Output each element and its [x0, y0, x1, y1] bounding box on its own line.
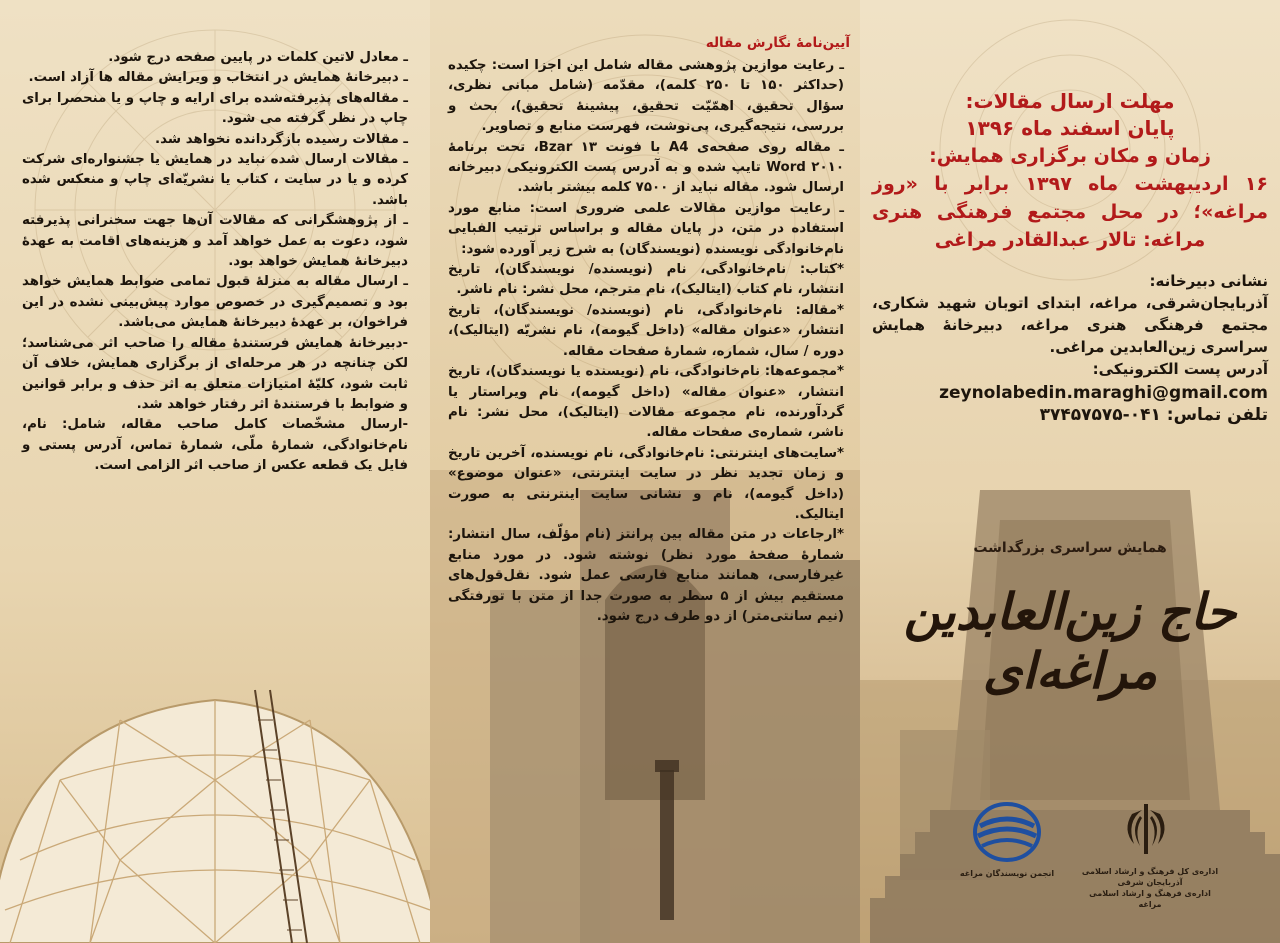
- left-paragraph: ـ از پژوهشگرانی که مقالات آن‌ها جهت سخنرانی پذیرفته شود، دعوت به عمل خواهد آمد و هزینه‌های اقامت به عهدهٔ دبیرخانهٔ همایش خواهد بود.: [22, 213, 408, 270]
- left-paragraph: ـ مقاله‌های پذیرفته‌شده برای ارایه و چاپ و یا منحصرا برای چاپ در نظر گرفته می شود.: [21, 90, 408, 127]
- conference-title-calligraphy: حاج زین‌العابدین مراغه‌ای: [903, 582, 1237, 700]
- left-paragraph: ـ ارسال مقاله به منزلهٔ قبول تمامی ضوابط همایش خواهد بود و تصمیم‌گیری در خصوص موارد پیش‌بینی نشده در این فراخوان، بر عهدهٔ دبیرخانهٔ همایش می‌باشد.: [22, 274, 408, 331]
- left-paragraph: ـ دبیرخانهٔ همایش در انتخاب و ویرایش مقاله ها آزاد است.: [28, 70, 408, 86]
- address-value: آذربایجان‌شرقی، مراغه، ابتدای اتوبان شهید شکاری، مجتمع فرهنگی هنری مراغه، دبیرخانهٔ همایش سراسری زین‌العابدین مراغی.: [872, 294, 1268, 356]
- left-paragraph: -ارسال مشخّصات کامل صاحب مقاله، شامل: نام، نام‌خانوادگی، شمارهٔ ملّی، شمارهٔ تماس، آدرس پستی و فایل یک قطعه عکس از صاحب اثر الزامی است.: [22, 417, 408, 474]
- left-paragraph: ـ مقالات ارسال شده نباید در همایش یا جشنواره‌ای شرکت کرده و یا در سایت ، کتاب یا نشریّه‌ای چاپ و منعکس شده باشد.: [22, 152, 408, 208]
- ministry-caption: اداره‌ی کل فرهنگ و ارشاد اسلامی آذربایجان شرقی اداره‌ی فرهنگ و ارشاد اسلامی مراغه: [1081, 867, 1219, 909]
- email-address[interactable]: zeynolabedin.maraghi@gmail.com: [939, 383, 1268, 403]
- middle-paragraph: *مقاله: نام‌خانوادگی، نام (نویسنده/ نویسندگان)، تاریخ انتشار، «عنوان مقاله» (داخل گیومه)، نام نشریّه (ایتالیک)، دوره / سال، شماره، شمارهٔ صفحات مقاله.: [448, 302, 844, 359]
- middle-paragraph: *سایت‌های اینترنتی: نام‌خانوادگی، نام نویسنده، آخرین تاریخ و زمان تجدید نظر در سایت اینترنتی، «عنوان موضوع» (داخل گیومه)، نام و نشانی سایت اینترنتی به صورت ایتالیک.: [448, 445, 844, 522]
- middle-paragraph: *کتاب: نام‌خانوادگی، نام (نویسنده/ نویسندگان)، تاریخ انتشار، نام کتاب (ایتالیک)، نام مترجم، محل نشر: نام ناشر.: [448, 262, 844, 298]
- left-column-text: [22, 48, 408, 477]
- regulations-heading: آیین‌نامهٔ نگارش مقاله: [705, 35, 850, 51]
- middle-paragraph: ـ رعایت موازین پژوهشی مقاله شامل این اجزا است: چکیده (حداکثر ۱۵۰ تا ۲۵۰ کلمه)، مقدّمه (شامل مبانی نظری، سؤال تحقیق، اهمّیّت تحقیق، پیشینهٔ تحقیق)، بحث و بررسی، نتیجه‌گیری، پی‌نوشت، فهرست منابع و تصاویر.: [448, 58, 844, 135]
- phone-row: [872, 404, 1268, 426]
- middle-paragraph: *مجموعه‌ها: نام‌خانوادگی، نام (نویسنده یا نویسندگان)، تاریخ انتشار، «عنوان مقاله» (داخل گیومه)، نام ویراستار یا گردآورنده، نام مجموعه مقالات (ایتالیک)، محل نشر: نام ناشر، شماره‌ی صفحات مقاله.: [448, 364, 844, 441]
- deadline-title: مهلت ارسال مقالات:: [965, 89, 1175, 113]
- left-paragraph: -دبیرخانهٔ همایش فرستندهٔ مقاله را صاحب اثر می‌شناسد؛ لکن چنانچه در هر مرحله‌ای از برگزاری همایش، خلاف آن ثابت شود، کلیّهٔ امتیازات متعلق به اثر حذف و برابر قوانین و ضوابط با فرستندهٔ اثر رفتار خواهد شد.: [22, 335, 408, 412]
- deadline-info: [872, 88, 1268, 254]
- middle-paragraph: *ارجاعات در متن مقاله بین پرانتز (نام مؤلّف، سال انتشار: شمارهٔ صفحهٔ مورد نظر) نوشته شود. در مورد منابع غیرفارسی، همانند منابع فارسی عمل شود. نقل‌قول‌های مستقیم بیش از ۵ سطر به صورت جدا از متن با تورفتگی (نیم سانتی‌متر) از دو طرف درج شود.: [448, 527, 844, 624]
- venue-value: ۱۶ اردیبهشت ماه ۱۳۹۷ برابر با «روز مراغه»؛ در محل مجتمع فرهنگی هنری مراغه: تالار عبدالقادر مراغی: [872, 173, 1269, 251]
- deadline-value: پایان اسفند ماه ۱۳۹۶: [965, 116, 1175, 140]
- middle-paragraph: ـ رعایت موازین مقالات علمی ضروری است: منابع مورد استفاده در متن، در پایان مقاله و براساس ترتیب الفبایی نام‌خانوادگی نویسنده (نویسندگان) به شرح زیر آورده شود:: [448, 200, 844, 257]
- iran-emblem-icon: [1118, 800, 1174, 860]
- phone-number[interactable]: ۰۴۱-۳۷۴۵۷۵۷۵: [1039, 405, 1161, 425]
- address-label: نشانی دبیرخانه:: [1149, 272, 1268, 290]
- right-panel: [860, 0, 1280, 943]
- email-label: آدرس پست الکترونیکی:: [1092, 360, 1268, 378]
- left-panel: [0, 0, 430, 943]
- left-paragraph: ـ مقالات رسیده بازگردانده نخواهد شد.: [155, 131, 408, 147]
- middle-column-text: [448, 56, 844, 627]
- writers-association-logo-icon: [972, 800, 1042, 864]
- venue-title: زمان و مکان برگزاری همایش:: [929, 145, 1211, 167]
- conference-subtitle: همایش سراسری بزرگداشت: [973, 540, 1167, 556]
- contact-info: [872, 270, 1268, 426]
- left-paragraph: ـ معادل لاتین کلمات در پایین صفحه درج شود.: [108, 50, 408, 65]
- middle-panel: [430, 0, 860, 943]
- geodesic-dome-image: [0, 660, 430, 943]
- middle-paragraph: ـ مقاله روی صفحه‌ی A4 با فونت Bzar ۱۳، تحت برنامهٔ Word ۲۰۱۰ تایپ شده و به آدرس پست الکترونیکی دبیرخانه ارسال شود. مقاله نباید از ۷۵۰۰ کلمه بیشتر باشد.: [448, 139, 844, 196]
- writers-association-caption: انجمن نویسندگان مراغه: [959, 869, 1055, 878]
- phone-label: تلفن تماس:: [1166, 405, 1268, 425]
